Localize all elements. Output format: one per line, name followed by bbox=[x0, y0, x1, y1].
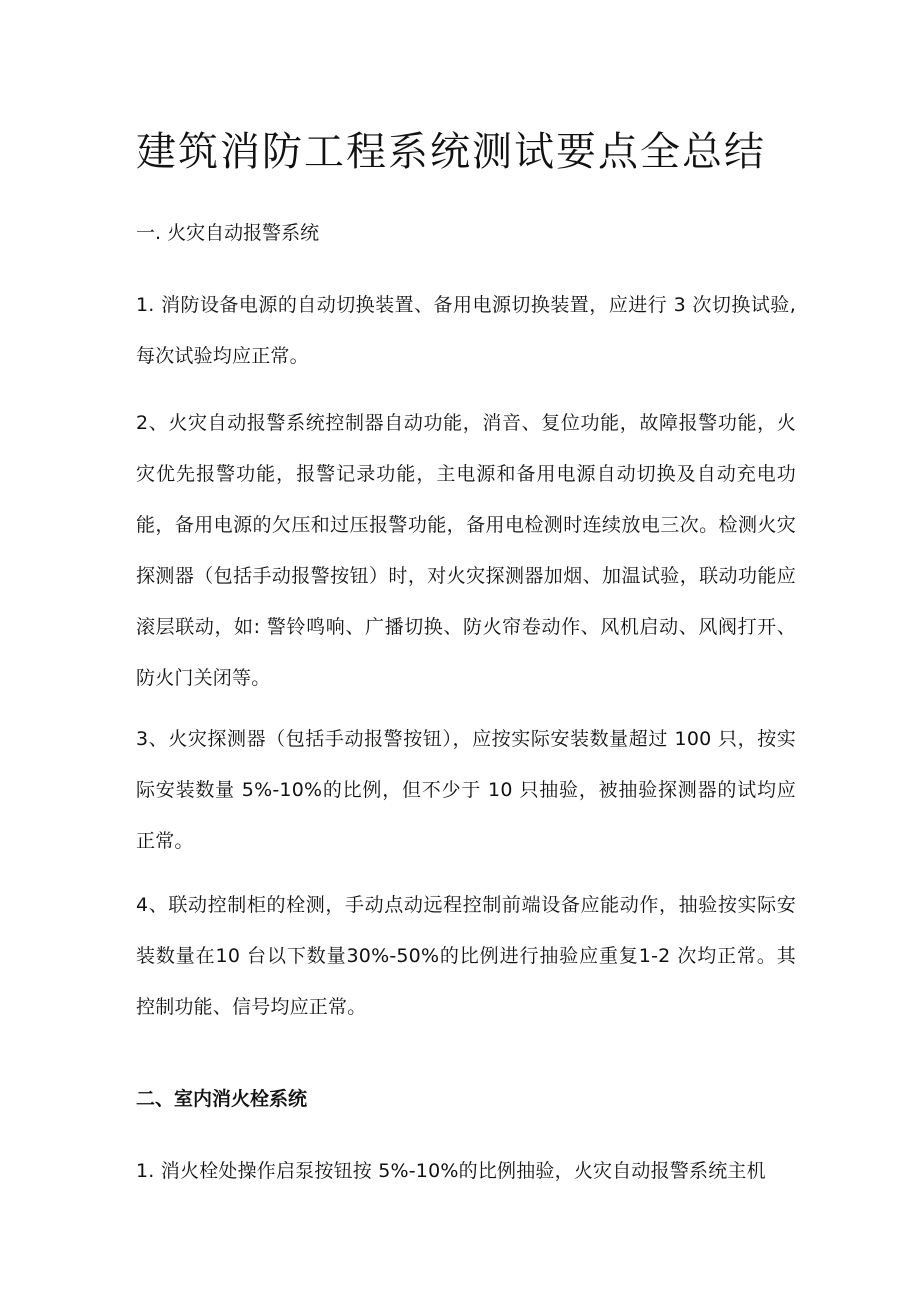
document-title: 建筑消防工程系统测试要点全总结 bbox=[136, 129, 766, 175]
section-1-item-2: 2、火灾自动报警系统控制器自动功能，消音、复位功能，故障报警功能，火灾优先报警功能，报警记录功能，主电源和备用电源自动切换及自动充电功能，备用电源的欠压和过压报警功能，备用电检测时连续放电三次。检测火灾探测器（包括手动报警按钮）时，对火灾探测器加烟、加温试验，联动功能应滚层联动，如: 警铃鸣响、广播切换、防火帘卷动作、风机启动、风阀打开、防火门关闭等。 bbox=[136, 412, 796, 689]
section-2-item-1: 1. 消火栓处操作启泵按钮按 5%-10%的比例抽验，火灾自动报警系统主机 bbox=[136, 1160, 766, 1182]
section-2-heading: 二、室内消火栓系统 bbox=[136, 1088, 308, 1110]
section-1-item-3: 3、火灾探测器（包括手动报警按钮），应按实际安装数量超过 100 只，按实际安装数量 5%-10%的比例，但不少于 10 只抽验，被抽验探测器的试均应正常。 bbox=[136, 728, 796, 852]
section-1-heading: 一. 火灾自动报警系统 bbox=[136, 222, 320, 244]
section-1-item-4: 4、联动控制柜的栓测，手动点动远程控制前端设备应能动作，抽验按实际安装数量在10 台以下数量30%-50%的比例进行抽验应重复1-2 次均正常。其控制功能、信号均应正常。 bbox=[136, 894, 796, 1018]
section-1-item-1: 1. 消防设备电源的自动切换装置、备用电源切换装置，应进行 3 次切换试验, 每次试验均应正常。 bbox=[136, 294, 796, 367]
